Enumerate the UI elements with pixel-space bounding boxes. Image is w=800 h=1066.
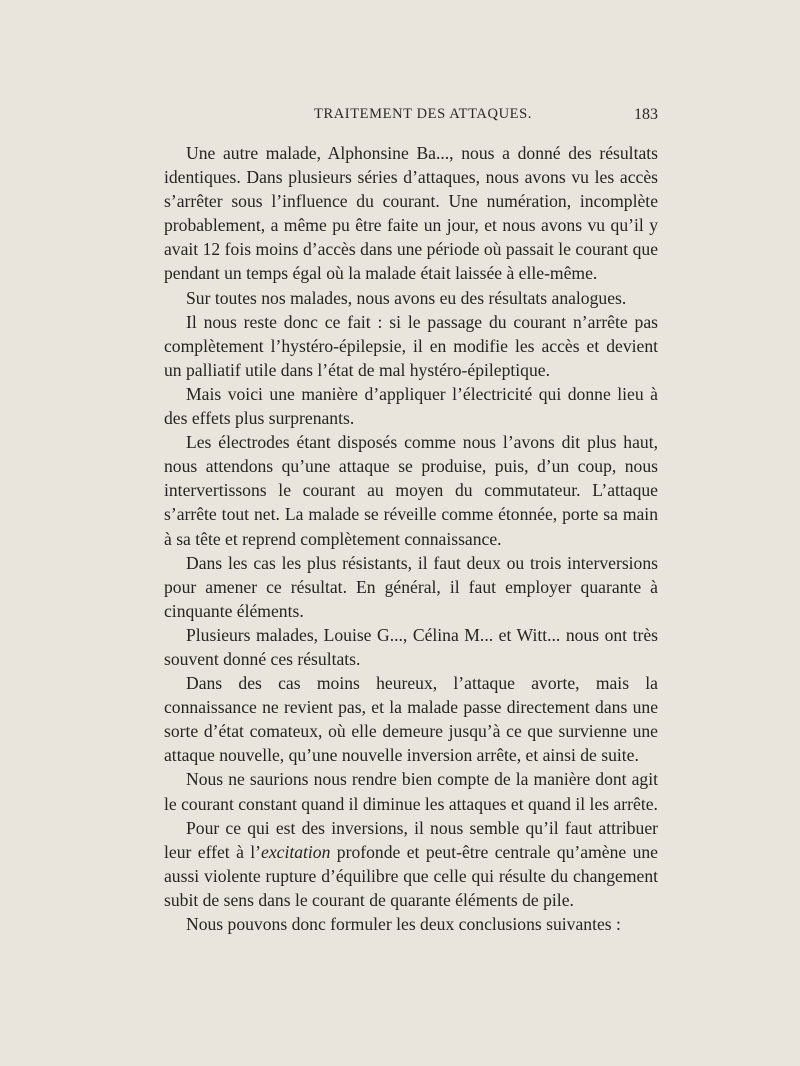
paragraph: Il nous reste donc ce fait : si le passage du courant n’arrête pas complètement l’hystéro-épilepsie, il en modifie les accès et devient un palliatif utile dans l’état de mal hystéro-épileptique. bbox=[164, 311, 658, 380]
paragraph: Les électrodes étant disposés comme nous l’avons dit plus haut, nous attendons qu’une attaque se produise, puis, d’un coup, nous intervertissons le courant au moyen du commutateur. L’attaque s’arrête tout net. La malade se réveille comme étonnée, porte sa main à sa tête et reprend complètement connaissance. bbox=[164, 432, 658, 549]
paragraph: Dans les cas les plus résistants, il faut deux ou trois interversions pour amener ce résultat. En général, il faut employer quarante à cinquante éléments. bbox=[164, 552, 658, 621]
running-title: TRAITEMENT DES ATTAQUES. bbox=[314, 106, 532, 122]
page-number: 183 bbox=[634, 106, 658, 123]
paragraph: Mais voici une manière d’appliquer l’électricité qui donne lieu à des effets plus surprenants. bbox=[164, 383, 658, 429]
paragraph: Pour ce qui est des inversions, il nous semble qu’il faut attribuer leur effet à l’excitation profonde et peut-être centrale qu’amène une aussi violente rupture d’équilibre que celle qui résulte du changement subit de sens dans le courant de quarante éléments de pile. bbox=[164, 817, 658, 910]
paragraph: Nous pouvons donc formuler les deux conclusions suivantes : bbox=[186, 914, 621, 934]
running-head bbox=[164, 106, 658, 126]
paragraph: Nous ne saurions nous rendre bien compte de la manière dont agit le courant constant quand il diminue les attaques et quand il les arrête. bbox=[164, 769, 658, 814]
paragraph: Une autre malade, Alphonsine Ba..., nous a donné des résultats identiques. Dans plusieurs séries d’attaques, nous avons vu les accès s’arrêter sous l’influence du courant. Une numération, incomplète probablement, a même pu être faite un jour, et nous avons vu qu’il y avait 12 fois moins d’accès dans une période où passait le courant que pendant un temps égal où la malade était laissée à elle-même. bbox=[164, 143, 658, 284]
paragraph: Plusieurs malades, Louise G..., Célina M... et Witt... nous ont très souvent donné ces résultats. bbox=[164, 624, 658, 669]
paragraph: Dans des cas moins heureux, l’attaque avorte, mais la connaissance ne revient pas, et la malade passe directement dans une sorte d’état comateux, où elle demeure jusqu’à ce que survienne une attaque nouvelle, qu’une nouvelle inversion arrête, et ainsi de suite. bbox=[164, 673, 658, 766]
emphasis: excitation bbox=[261, 841, 331, 862]
body-text bbox=[164, 141, 658, 936]
paragraph: Sur toutes nos malades, nous avons eu des résultats analogues. bbox=[186, 287, 627, 308]
